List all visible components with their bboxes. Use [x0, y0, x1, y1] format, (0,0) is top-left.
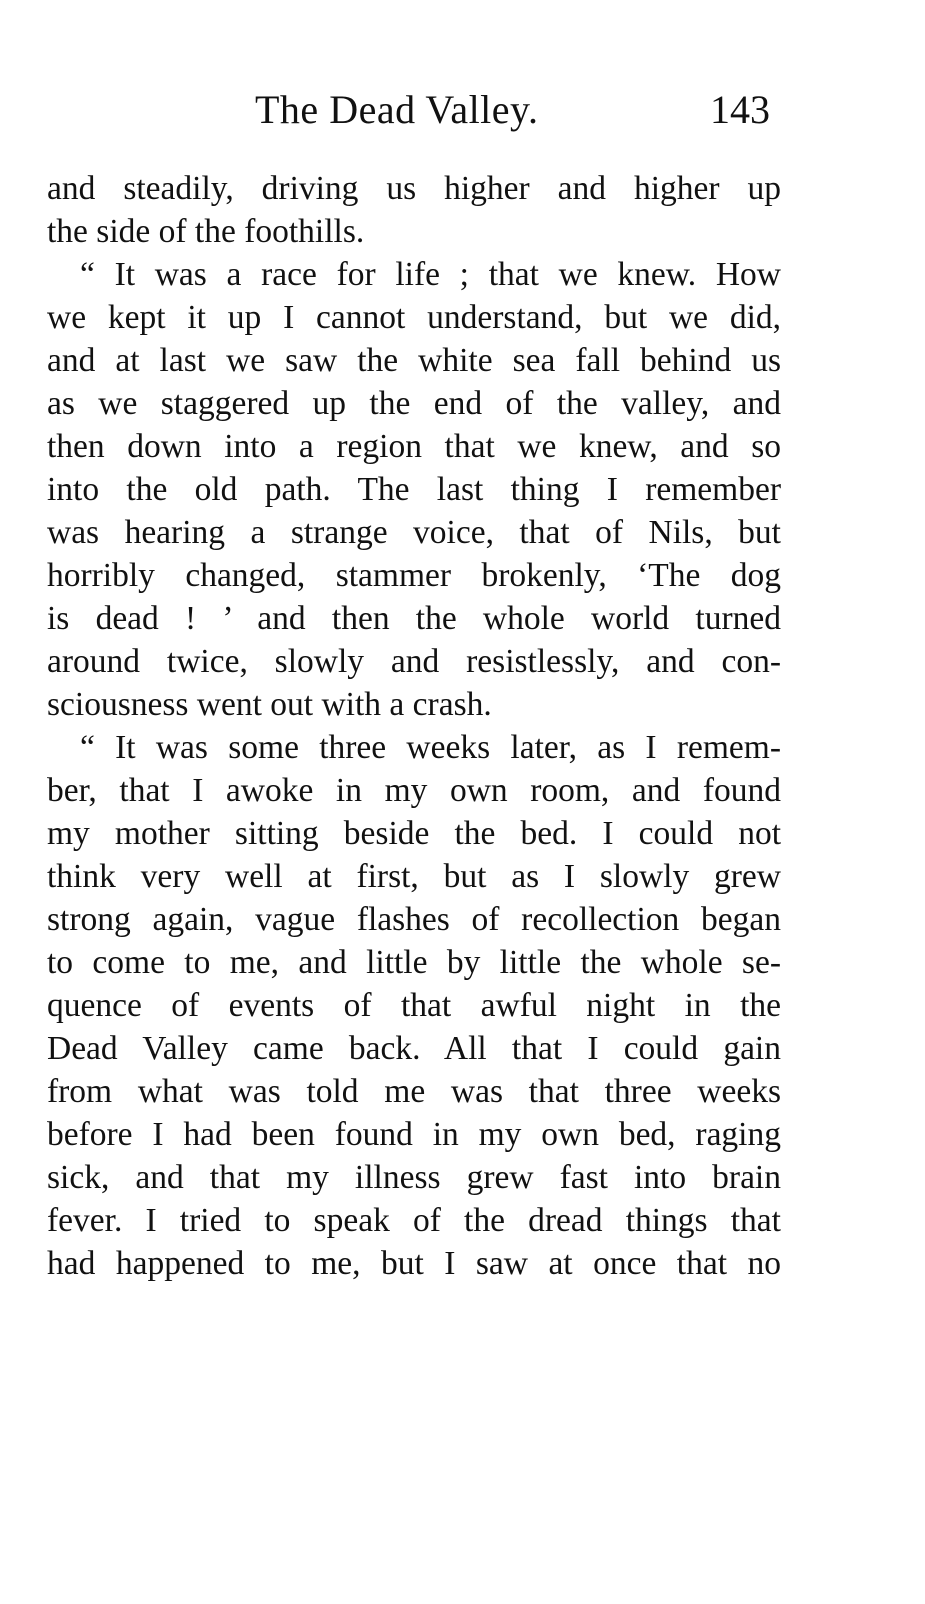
text-line: quence of events of that awful night in the: [47, 987, 781, 1024]
page-number: 143: [710, 87, 770, 132]
text-line: sick, and that my illness grew fast into brain: [47, 1159, 781, 1196]
text-line: think very well at first, but as I slowly grew: [47, 858, 781, 895]
text-line: Dead Valley came back. All that I could gain: [47, 1030, 781, 1067]
text-line: before I had been found in my own bed, raging: [47, 1116, 781, 1153]
text-line: and steadily, driving us higher and higher up: [47, 170, 781, 207]
text-line: and at last we saw the white sea fall behind us: [47, 342, 781, 379]
text-line: from what was told me was that three weeks: [47, 1073, 781, 1110]
text-line: had happened to me, but I saw at once that no: [47, 1245, 781, 1282]
text-line: the side of the foothills.: [47, 213, 365, 250]
text-line: was hearing a strange voice, that of Nils, but: [47, 514, 781, 551]
running-header: [0, 80, 925, 140]
text-line: my mother sitting beside the bed. I could not: [47, 815, 781, 852]
text-line: is dead ! ’ and then the whole world turned: [47, 600, 781, 637]
text-line: to come to me, and little by little the whole se-: [47, 944, 781, 981]
text-line: into the old path. The last thing I remember: [47, 471, 781, 508]
text-line: as we staggered up the end of the valley, and: [47, 385, 781, 422]
text-line: ber, that I awoke in my own room, and found: [47, 772, 781, 809]
text-line: we kept it up I cannot understand, but we did,: [47, 299, 781, 336]
body-text: [47, 167, 781, 1285]
text-line: fever. I tried to speak of the dread things that: [47, 1202, 781, 1239]
text-line: around twice, slowly and resistlessly, and con-: [47, 643, 781, 680]
running-title: The Dead Valley.: [255, 87, 539, 132]
text-line: “ It was some three weeks later, as I remem-: [80, 729, 781, 766]
text-line: then down into a region that we knew, and so: [47, 428, 781, 465]
text-line: horribly changed, stammer brokenly, ‘The dog: [47, 557, 781, 594]
text-line: strong again, vague flashes of recollection began: [47, 901, 781, 938]
text-line: “ It was a race for life ; that we knew. How: [80, 256, 781, 293]
text-line: sciousness went out with a crash.: [47, 686, 492, 723]
